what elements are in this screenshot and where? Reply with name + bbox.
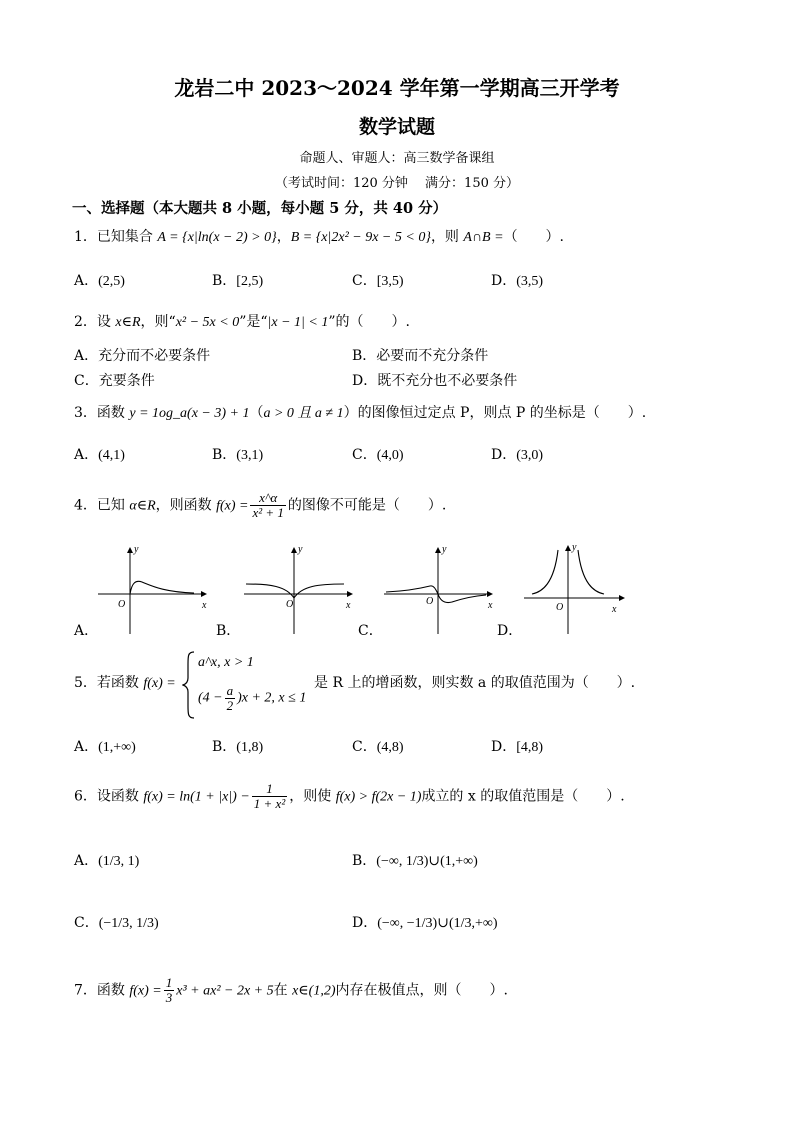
page-title: 龙岩二中 2023～2024 学年第一学期高三开学考	[174, 76, 620, 100]
origin-label: O	[426, 596, 434, 607]
q3-option-a[interactable]: A．(4,1)	[74, 447, 125, 463]
q6-option-a[interactable]: A．(1/3, 1)	[74, 853, 140, 869]
y-label: y	[298, 544, 303, 555]
interval: x∈(1,2)	[292, 983, 336, 999]
question-text: ）的图像恒过定点 P，则点 P 的坐标是（ ）.	[343, 405, 647, 421]
q1-option-d[interactable]: D．(3,5)	[491, 273, 544, 289]
question-text: ，则“	[140, 314, 176, 330]
function-lhs: f(x) =	[143, 676, 176, 691]
question-text: ”是“	[239, 314, 268, 330]
q2-option-b[interactable]: B．必要而不充分条件	[352, 348, 489, 364]
y-label: y	[572, 542, 577, 553]
proposition-p: x² − 5x < 0	[175, 315, 240, 330]
answer-blank: ”的（ ）.	[328, 314, 410, 330]
question-text: 在	[273, 982, 293, 999]
question-text: 成立的 x 的取值范围是（ ）.	[421, 788, 625, 805]
answer-blank: （ ）.	[503, 229, 565, 245]
function-fraction	[250, 491, 285, 520]
q3-option-b[interactable]: B．(3,1)	[212, 447, 264, 463]
question-number: 3．	[74, 405, 97, 421]
question-text: 已知	[96, 497, 130, 514]
proposition-q: |x − 1| < 1	[267, 315, 329, 330]
curve-left	[532, 550, 558, 594]
graph-option-d[interactable]	[520, 540, 644, 636]
graph-option-b[interactable]	[240, 540, 364, 636]
curve	[130, 581, 194, 594]
question-5-suffix: 是 R 上的增函数，则实数 a 的取值范围为（ ）.	[314, 675, 636, 691]
y-label: y	[442, 544, 447, 555]
question-text: ，则使	[289, 788, 336, 805]
question-6	[74, 782, 625, 811]
origin-label: O	[118, 599, 126, 610]
curve-right	[578, 550, 604, 594]
piecewise-case-1: a^x, x > 1	[198, 655, 254, 670]
q1-option-b[interactable]: B．[2,5)	[212, 273, 264, 289]
set-b: B = {x|2x² − 9x − 5 < 0}	[290, 230, 431, 245]
question-text: 函数	[96, 982, 130, 999]
x-label: x	[346, 600, 351, 611]
q5-option-c[interactable]: C．(4,8)	[352, 739, 404, 755]
question-text: ，则函数	[155, 497, 217, 514]
q6-option-c[interactable]: C．(−1/3, 1/3)	[74, 915, 159, 931]
question-1	[74, 228, 564, 247]
question-number: 2．	[74, 314, 97, 330]
question-text: （	[249, 405, 264, 421]
question-5-prefix	[74, 674, 176, 693]
q6-option-b[interactable]: B．(−∞, 1/3)∪(1,+∞)	[352, 853, 478, 869]
q2-option-d[interactable]: D．既不充分也不必要条件	[352, 373, 518, 389]
question-2	[74, 313, 410, 332]
q4-option-a[interactable]: A．	[74, 623, 99, 639]
origin-label: O	[286, 599, 294, 610]
q2-option-c[interactable]: C．充要条件	[74, 373, 155, 389]
q1-option-c[interactable]: C．[3,5)	[352, 273, 404, 289]
fraction-numerator: x^α	[250, 491, 285, 506]
condition: x∈R	[115, 315, 141, 330]
y-label: y	[134, 544, 139, 555]
function-lhs: f(x) =	[129, 983, 162, 999]
function-rest: x³ + ax² − 2x + 5	[176, 983, 274, 999]
origin-label: O	[556, 602, 564, 613]
question-3	[74, 404, 646, 423]
page-subtitle: 数学试题	[358, 116, 435, 138]
question-7	[74, 976, 508, 1005]
question-text: 函数	[96, 405, 130, 421]
x-label: x	[488, 600, 493, 611]
q1-option-a[interactable]: A．(2,5)	[74, 273, 125, 289]
graph-option-a[interactable]	[94, 540, 218, 636]
question-number: 5．	[74, 675, 97, 691]
curve	[246, 584, 344, 598]
question-number: 6．	[74, 788, 97, 805]
question-text: ，则	[430, 229, 464, 245]
intersection-expr: A∩B =	[463, 230, 504, 245]
authors-line: 命题人、审题人：高三数学备课组	[299, 151, 495, 166]
function-lhs: f(x) =	[216, 498, 249, 514]
fraction-denominator: x² + 1	[252, 505, 284, 520]
question-number: 1．	[74, 229, 97, 245]
question-text: 内存在极值点，则（ ）.	[335, 982, 508, 999]
log-function: y = 1og_a(x − 3) + 1	[129, 406, 250, 421]
q2-option-a[interactable]: A．充分而不必要条件	[74, 348, 211, 364]
question-number: 4．	[74, 497, 97, 514]
question-text: 的图像不可能是（ ）.	[287, 497, 447, 514]
q3-option-c[interactable]: C．(4,0)	[352, 447, 404, 463]
q5-option-b[interactable]: B．(1,8)	[212, 739, 264, 755]
inequality: f(x) > f(2x − 1)	[335, 789, 422, 805]
q5-option-a[interactable]: A．(1,+∞)	[74, 739, 136, 755]
section-heading: 一、选择题（本大题共 8 小题，每小题 5 分，共 40 分）	[72, 200, 448, 217]
question-text: 若函数	[96, 675, 144, 691]
piecewise-case-2: (4 − $\frac{a}{2}$ )x + 2, x ≤ 1	[198, 683, 307, 713]
function-lhs: f(x) = ln(1 + |x|) −	[143, 789, 250, 805]
question-text: 设	[96, 314, 116, 330]
coefficient-fraction: $\frac{1}{3}$	[165, 975, 173, 1005]
separator: ，	[276, 229, 291, 245]
q4-option-b[interactable]: B．	[216, 623, 241, 639]
q5-option-d[interactable]: D．[4,8)	[491, 739, 544, 755]
q3-option-d[interactable]: D．(3,0)	[491, 447, 544, 463]
question-4	[74, 491, 446, 520]
set-a: A = {x|ln(x − 2) > 0}	[157, 230, 277, 245]
q4-option-c[interactable]: C．	[358, 623, 383, 639]
base-condition: a > 0 且 a ≠ 1	[263, 406, 344, 421]
condition: α∈R	[129, 498, 156, 514]
question-number: 7．	[74, 982, 97, 999]
exam-info-line: （考试时间：120 分钟 满分：150 分）	[274, 176, 520, 191]
piecewise-brace	[182, 650, 196, 720]
graph-option-c[interactable]	[380, 540, 504, 636]
q4-option-d[interactable]: D．	[497, 623, 523, 639]
x-label: x	[202, 600, 207, 611]
function-fraction: $\frac{1}{\text{1 + x²}}$	[253, 781, 286, 811]
x-label: x	[612, 604, 617, 615]
q6-option-d[interactable]: D．(−∞, −1/3)∪(1/3,+∞)	[352, 915, 498, 931]
question-text: 设函数	[96, 788, 144, 805]
question-text: 已知集合	[96, 229, 158, 245]
